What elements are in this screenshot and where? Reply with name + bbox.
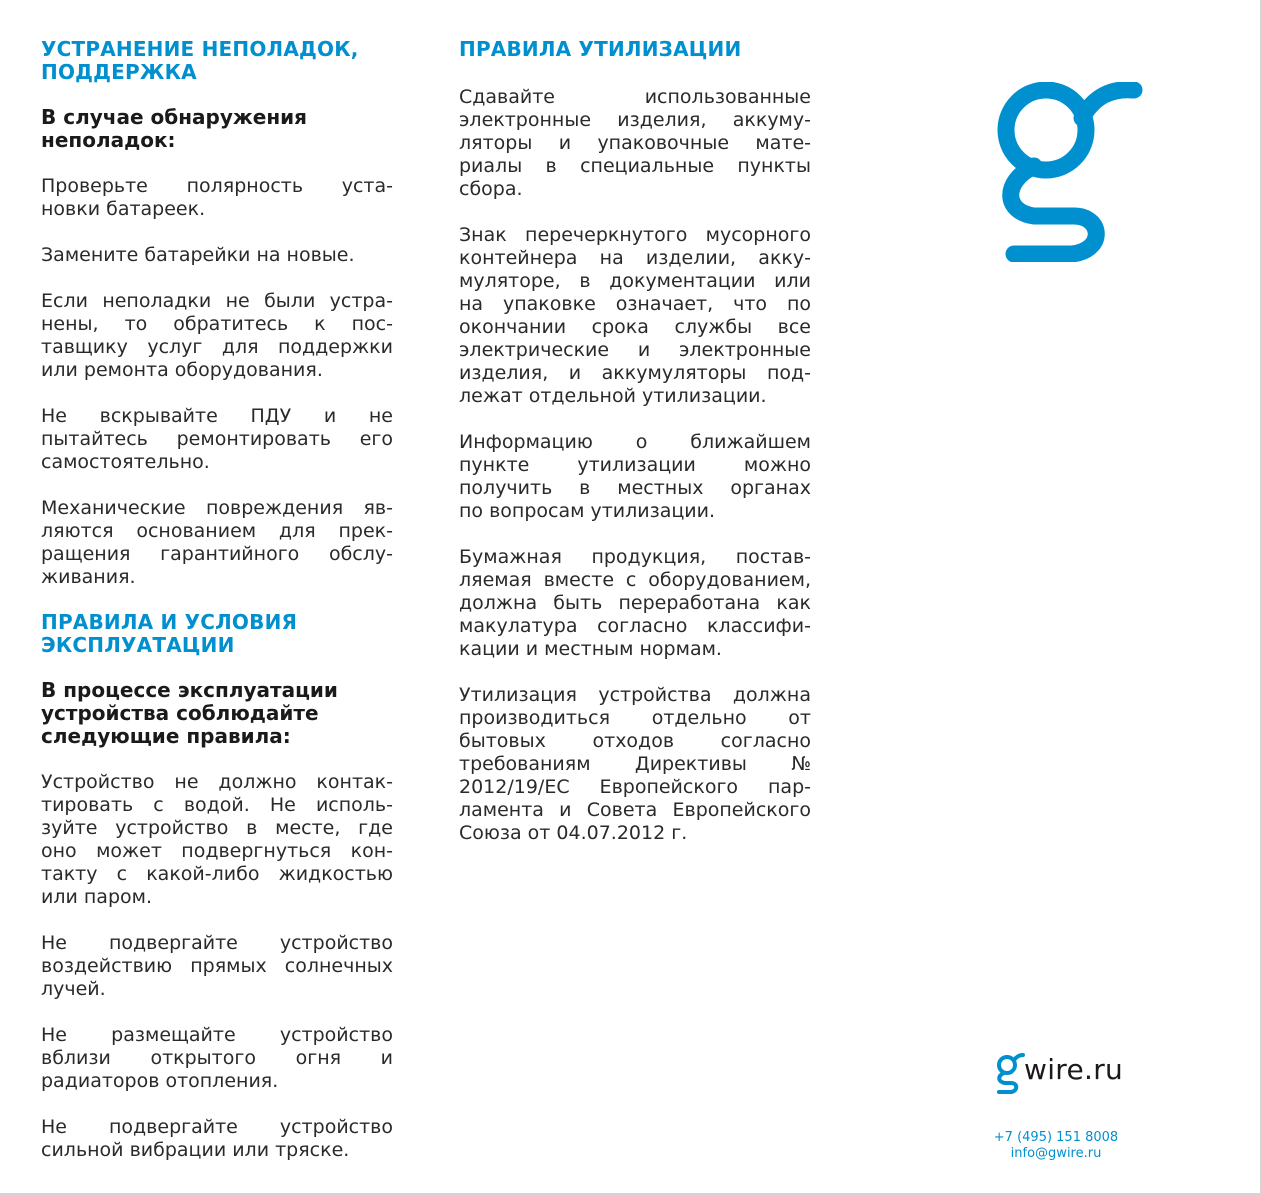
text-line: Утилизация устройства должна xyxy=(459,684,811,706)
text-line: кации и местным нормам. xyxy=(459,638,722,660)
text-line: Устройство не должно контак- xyxy=(41,771,393,793)
disposal-paragraph xyxy=(459,431,811,523)
text-line: макулатура согласно классифи- xyxy=(459,615,811,637)
text-line: должна быть переработана как xyxy=(459,592,811,614)
troubleshooting-lead xyxy=(41,106,393,152)
text-line: окончании срока службы все xyxy=(459,316,811,338)
text-line: контейнера на изделии, акку- xyxy=(459,247,811,269)
text-line: Проверьте полярность уста- xyxy=(41,175,393,197)
text-line: оно может подвергнуться кон- xyxy=(41,840,393,862)
operation-title-line2: ЭКСПЛУАТАЦИИ xyxy=(41,633,235,657)
text-line: Механические повреждения яв- xyxy=(41,497,393,519)
operation-title-line1: ПРАВИЛА И УСЛОВИЯ xyxy=(41,610,298,634)
text-line: электрические и электронные xyxy=(459,339,811,361)
contact-phone[interactable]: +7 (495) 151 8008 xyxy=(993,1130,1119,1145)
text-line: сбора. xyxy=(459,178,523,200)
text-line: изделия, и аккумуляторы под- xyxy=(459,362,811,384)
text-line: Информацию о ближайшем xyxy=(459,431,811,453)
text-line: радиаторов отопления. xyxy=(41,1070,279,1092)
troubleshooting-paragraph xyxy=(41,290,393,382)
text-line: по вопросам утилизации. xyxy=(459,500,716,522)
contact-email[interactable]: info@gwire.ru xyxy=(1010,1146,1102,1161)
text-line: Не подвергайте устройство xyxy=(41,932,393,954)
text-line: Не вскрывайте ПДУ и не xyxy=(41,405,393,427)
text-line: Бумажная продукция, постав- xyxy=(459,546,811,568)
troubleshooting-paragraph xyxy=(41,497,393,589)
text-line: такту с какой-либо жидкостью xyxy=(41,863,393,885)
text-line: лучей. xyxy=(41,978,106,1000)
operation-paragraph xyxy=(41,1024,393,1093)
text-line: производиться отдельно от xyxy=(459,707,811,729)
troubleshooting-paragraph xyxy=(41,405,393,474)
text-line: пытайтесь ремонтировать его xyxy=(41,428,393,450)
troubleshooting-title-line1: УСТРАНЕНИЕ НЕПОЛАДОК, xyxy=(41,37,359,61)
operation-lead-line1: В процессе эксплуатации xyxy=(41,678,338,702)
troubleshooting-paragraph xyxy=(41,244,393,267)
text-line: самостоятельно. xyxy=(41,451,210,473)
text-line: сильной вибрации или тряске. xyxy=(41,1139,350,1161)
text-line: воздействию прямых солнечных xyxy=(41,955,393,977)
text-line: риалы в специальные пункты xyxy=(459,155,811,177)
text-line: на упаковке означает, что по xyxy=(459,293,811,315)
text-line: ляются основанием для прек- xyxy=(41,520,393,542)
text-line: новки батареек. xyxy=(41,198,206,220)
text-line: ляемая вместе с оборудованием, xyxy=(459,569,811,591)
text-line: или паром. xyxy=(41,886,153,908)
disposal-paragraph xyxy=(459,86,811,201)
text-line: 2012/19/ЕС Европейского пар- xyxy=(459,776,811,798)
text-line: тировать с водой. Не исполь- xyxy=(41,794,393,816)
operation-lead-line3: следующие правила: xyxy=(41,724,291,748)
text-line: живания. xyxy=(41,566,136,588)
disposal-paragraph xyxy=(459,224,811,408)
text-line: ращения гарантийного обслу- xyxy=(41,543,393,565)
text-line: вблизи открытого огня и xyxy=(41,1047,393,1069)
disposal-title: ПРАВИЛА УТИЛИЗАЦИИ xyxy=(459,37,742,61)
text-line: пункте утилизации можно xyxy=(459,454,811,476)
troubleshooting-title xyxy=(41,38,393,84)
operation-paragraph xyxy=(41,932,393,1001)
troubleshooting-lead-line1: В случае обнаружения xyxy=(41,105,308,129)
operation-paragraph xyxy=(41,1116,393,1162)
text-line: Если неполадки не были устра- xyxy=(41,290,393,312)
troubleshooting-lead-line2: неполадок: xyxy=(41,128,176,152)
text-line: лежат отдельной утилизации. xyxy=(459,385,767,407)
text-line: зуйте устройство в месте, где xyxy=(41,817,393,839)
text-line: Замените батарейки на новые. xyxy=(41,244,355,266)
middle-column xyxy=(459,38,811,845)
operation-paragraph xyxy=(41,771,393,909)
left-column xyxy=(41,38,393,1162)
text-line: ламента и Совета Европейского xyxy=(459,799,811,821)
text-line: получить в местных органах xyxy=(459,477,811,499)
disposal-paragraph xyxy=(459,546,811,661)
text-line: требованиям Директивы № xyxy=(459,753,811,775)
operation-lead xyxy=(41,679,393,748)
text-line: Союза от 04.07.2012 г. xyxy=(459,822,688,844)
brand-site-name: wire.ru xyxy=(1024,1053,1124,1086)
disposal-paragraph xyxy=(459,684,811,845)
text-line: Не подвергайте устройство xyxy=(41,1116,393,1138)
text-line: Не размещайте устройство xyxy=(41,1024,393,1046)
text-line: или ремонта оборудования. xyxy=(41,359,323,381)
troubleshooting-title-line2: ПОДДЕРЖКА xyxy=(41,60,197,84)
operation-lead-line2: устройства соблюдайте xyxy=(41,701,319,725)
text-line: муляторе, в документации или xyxy=(459,270,811,292)
gwire-g-logo-icon xyxy=(994,82,1144,262)
operation-title xyxy=(41,611,393,657)
text-line: Знак перечеркнутого мусорного xyxy=(459,224,811,246)
text-line: нены, то обратитесь к пос- xyxy=(41,313,393,335)
text-line: Сдавайте использованные xyxy=(459,86,811,108)
text-line: ляторы и упаковочные мате- xyxy=(459,132,811,154)
text-line: бытовых отходов согласно xyxy=(459,730,811,752)
text-line: тавщику услуг для поддержки xyxy=(41,336,393,358)
text-line: электронные изделия, аккуму- xyxy=(459,109,811,131)
troubleshooting-paragraph xyxy=(41,175,393,221)
